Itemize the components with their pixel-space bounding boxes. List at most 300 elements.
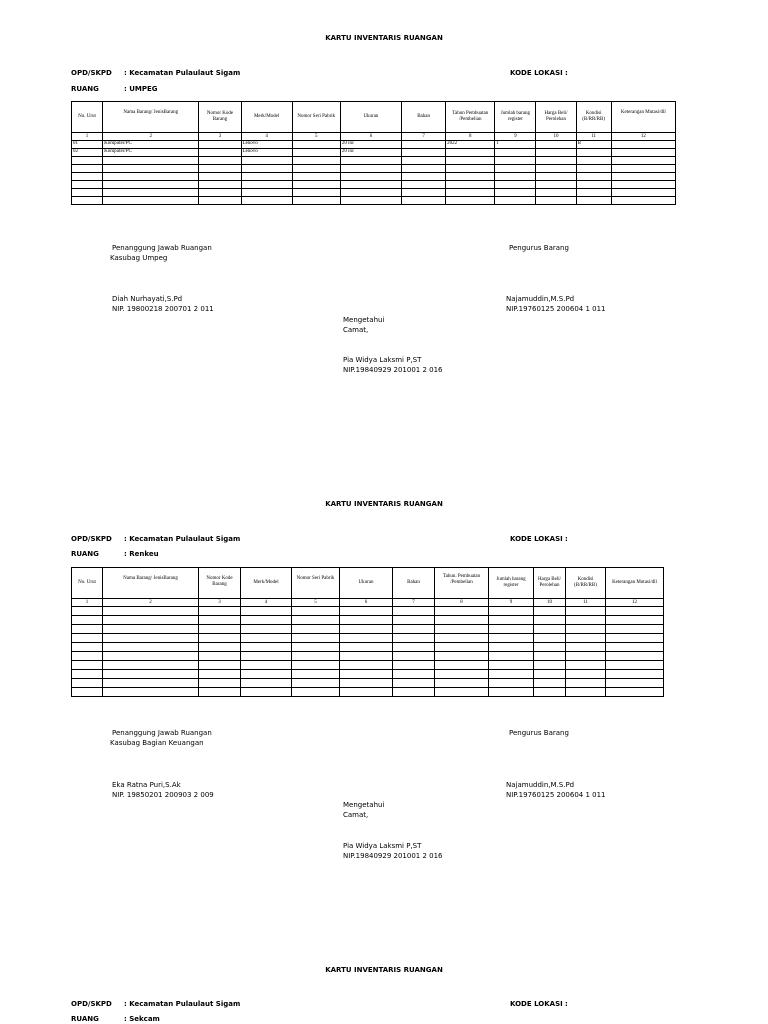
center-signature-name: Pia Widya Laksmi P,ST bbox=[343, 356, 422, 364]
table-cell bbox=[566, 607, 606, 616]
header-cell: Nomor Kode Barang bbox=[199, 568, 241, 599]
right-signature-nip: NIP.19760125 200604 1 011 bbox=[506, 791, 606, 799]
table-cell bbox=[576, 197, 611, 205]
table-cell bbox=[292, 189, 340, 197]
table-cell bbox=[534, 607, 566, 616]
table-cell bbox=[611, 189, 675, 197]
table-cell bbox=[446, 181, 495, 189]
table-row bbox=[72, 616, 664, 625]
table-cell bbox=[489, 643, 534, 652]
table-cell bbox=[241, 679, 292, 688]
table-cell bbox=[340, 625, 393, 634]
opd-label: OPD/SKPD bbox=[71, 1000, 112, 1008]
table-cell bbox=[199, 189, 241, 197]
table-cell: 2022 bbox=[446, 141, 495, 149]
table-cell: 20 inc bbox=[340, 141, 401, 149]
table-cell bbox=[446, 173, 495, 181]
table-cell bbox=[402, 157, 446, 165]
table-row bbox=[72, 625, 664, 634]
table-cell bbox=[72, 173, 103, 181]
table-row bbox=[72, 157, 676, 165]
table-cell bbox=[72, 181, 103, 189]
table-cell bbox=[435, 688, 489, 697]
column-number: 9 bbox=[489, 599, 534, 607]
table-cell bbox=[402, 141, 446, 149]
table-cell bbox=[446, 189, 495, 197]
table-cell bbox=[292, 643, 340, 652]
table-cell bbox=[402, 181, 446, 189]
table-cell bbox=[72, 634, 103, 643]
table-cell bbox=[241, 197, 292, 205]
table-cell bbox=[435, 616, 489, 625]
table-cell bbox=[292, 688, 340, 697]
table-cell bbox=[489, 616, 534, 625]
table-cell bbox=[241, 189, 292, 197]
table-row bbox=[72, 607, 664, 616]
table-cell bbox=[241, 616, 292, 625]
header-cell: Ukuran bbox=[340, 102, 401, 133]
table-cell bbox=[611, 173, 675, 181]
table-cell bbox=[292, 141, 340, 149]
table-cell bbox=[72, 165, 103, 173]
center-signature-position: Camat, bbox=[343, 811, 369, 819]
table-cell bbox=[402, 173, 446, 181]
right-signature-name: Najamuddin,M.S.Pd bbox=[506, 781, 575, 789]
table-cell bbox=[576, 165, 611, 173]
table-cell bbox=[199, 625, 241, 634]
table-cell bbox=[103, 197, 199, 205]
table-cell bbox=[534, 634, 566, 643]
header-cell: No. Urut bbox=[72, 568, 103, 599]
column-number: 11 bbox=[576, 133, 611, 141]
table-cell bbox=[536, 181, 576, 189]
table-row bbox=[72, 181, 676, 189]
table-cell bbox=[241, 165, 292, 173]
table-cell bbox=[435, 679, 489, 688]
table-cell bbox=[241, 607, 292, 616]
inventory-table bbox=[71, 567, 664, 697]
table-cell bbox=[536, 141, 576, 149]
table-cell bbox=[611, 197, 675, 205]
table-cell bbox=[340, 643, 393, 652]
table-cell bbox=[199, 173, 241, 181]
table-cell bbox=[199, 616, 241, 625]
table-cell bbox=[103, 165, 199, 173]
column-number: 1 bbox=[72, 599, 103, 607]
table-cell bbox=[72, 688, 103, 697]
table-cell bbox=[435, 670, 489, 679]
table-cell bbox=[606, 661, 664, 670]
table-cell bbox=[576, 149, 611, 157]
table-cell bbox=[241, 643, 292, 652]
table-row bbox=[72, 197, 676, 205]
header-row bbox=[72, 568, 664, 599]
header-cell: Bahan bbox=[393, 568, 435, 599]
table-cell bbox=[611, 181, 675, 189]
column-number: 8 bbox=[435, 599, 489, 607]
center-signature-role: Mengetahui bbox=[343, 316, 385, 324]
ruang-label: RUANG bbox=[71, 85, 99, 93]
table-cell bbox=[402, 165, 446, 173]
table-cell bbox=[606, 616, 664, 625]
table-cell bbox=[566, 634, 606, 643]
center-signature-position: Camat, bbox=[343, 326, 369, 334]
column-number: 6 bbox=[340, 133, 401, 141]
table-cell bbox=[536, 165, 576, 173]
column-number: 9 bbox=[495, 133, 536, 141]
table-row bbox=[72, 149, 676, 157]
table-cell bbox=[435, 643, 489, 652]
table-cell: B bbox=[576, 141, 611, 149]
table-cell bbox=[340, 607, 393, 616]
table-cell bbox=[534, 688, 566, 697]
left-signature-name: Diah Nurhayati,S.Pd bbox=[112, 295, 183, 303]
table-cell bbox=[446, 165, 495, 173]
table-cell bbox=[103, 607, 199, 616]
table-cell bbox=[292, 173, 340, 181]
table-cell bbox=[606, 670, 664, 679]
column-number: 3 bbox=[199, 133, 241, 141]
inventory-table bbox=[71, 101, 676, 205]
left-signature-nip: NIP. 19850201 200903 2 009 bbox=[112, 791, 214, 799]
table-cell bbox=[241, 157, 292, 165]
table-cell bbox=[576, 173, 611, 181]
table-cell bbox=[103, 679, 199, 688]
table-cell bbox=[199, 679, 241, 688]
column-number: 10 bbox=[536, 133, 576, 141]
ruang-value: : Sekcam bbox=[124, 1015, 160, 1023]
table-cell bbox=[611, 165, 675, 173]
column-number: 7 bbox=[402, 133, 446, 141]
table-cell bbox=[103, 634, 199, 643]
table-cell bbox=[446, 149, 495, 157]
ruang-value: : UMPEG bbox=[124, 85, 158, 93]
header-cell: Nomor Seri Pabrik bbox=[292, 102, 340, 133]
table-cell bbox=[72, 652, 103, 661]
table-cell bbox=[536, 173, 576, 181]
table-cell bbox=[435, 607, 489, 616]
table-cell bbox=[72, 157, 103, 165]
header-cell: Merk/Model bbox=[241, 102, 292, 133]
table-cell bbox=[340, 670, 393, 679]
table-cell bbox=[340, 157, 401, 165]
ruang-label: RUANG bbox=[71, 1015, 99, 1023]
kode-lokasi-separator: : bbox=[565, 1000, 568, 1008]
table-cell bbox=[340, 661, 393, 670]
column-number: 10 bbox=[534, 599, 566, 607]
table-cell bbox=[103, 661, 199, 670]
table-cell bbox=[495, 197, 536, 205]
table-cell bbox=[199, 652, 241, 661]
table-cell: Komputer/PC bbox=[103, 141, 199, 149]
header-cell: Tahun. Pembuatan /Pembelian bbox=[435, 568, 489, 599]
column-number: 12 bbox=[611, 133, 675, 141]
opd-label: OPD/SKPD bbox=[71, 69, 112, 77]
table-cell bbox=[489, 688, 534, 697]
table-cell bbox=[199, 607, 241, 616]
table-cell bbox=[393, 643, 435, 652]
table-cell bbox=[534, 670, 566, 679]
table-cell bbox=[199, 634, 241, 643]
table-row bbox=[72, 652, 664, 661]
table-cell bbox=[402, 197, 446, 205]
column-number: 4 bbox=[241, 599, 292, 607]
card-title: KARTU INVENTARIS RUANGAN bbox=[325, 500, 443, 508]
opd-value: : Kecamatan Pulaulaut Sigam bbox=[124, 535, 241, 543]
kode-lokasi-label: KODE LOKASI bbox=[510, 1000, 563, 1008]
table-cell bbox=[611, 157, 675, 165]
column-number: 8 bbox=[446, 133, 495, 141]
table-cell bbox=[103, 181, 199, 189]
table-row bbox=[72, 173, 676, 181]
table-cell bbox=[576, 189, 611, 197]
table-cell bbox=[393, 670, 435, 679]
table-cell bbox=[495, 149, 536, 157]
table-cell bbox=[292, 149, 340, 157]
center-signature-nip: NIP.19840929 201001 2 016 bbox=[343, 366, 443, 374]
table-cell bbox=[536, 149, 576, 157]
table-cell bbox=[534, 661, 566, 670]
table-cell bbox=[199, 670, 241, 679]
table-row bbox=[72, 670, 664, 679]
column-number: 3 bbox=[199, 599, 241, 607]
table-cell bbox=[199, 661, 241, 670]
column-number: 6 bbox=[340, 599, 393, 607]
table-cell bbox=[199, 643, 241, 652]
column-number: 4 bbox=[241, 133, 292, 141]
table-cell bbox=[489, 625, 534, 634]
table-cell bbox=[393, 607, 435, 616]
table-cell bbox=[292, 165, 340, 173]
header-cell: Jumlah barang register bbox=[495, 102, 536, 133]
header-cell: Keterangan Mutasi/dll bbox=[611, 102, 675, 133]
card-title: KARTU INVENTARIS RUANGAN bbox=[325, 34, 443, 42]
header-cell: Ukuran bbox=[340, 568, 393, 599]
table-cell bbox=[72, 661, 103, 670]
table-row bbox=[72, 634, 664, 643]
left-signature-name: Eka Ratna Puri,S.Ak bbox=[112, 781, 181, 789]
header-cell: No. Urut bbox=[72, 102, 103, 133]
table-cell bbox=[566, 679, 606, 688]
table-cell bbox=[292, 670, 340, 679]
table-cell bbox=[393, 616, 435, 625]
table-cell bbox=[292, 634, 340, 643]
column-number-row bbox=[72, 599, 664, 607]
header-cell: Keterangan Mutasi/dll bbox=[606, 568, 664, 599]
table-cell: Lenovo bbox=[241, 141, 292, 149]
table-cell bbox=[72, 643, 103, 652]
center-signature-name: Pia Widya Laksmi P,ST bbox=[343, 842, 422, 850]
table-cell bbox=[103, 157, 199, 165]
table-cell bbox=[393, 679, 435, 688]
opd-label: OPD/SKPD bbox=[71, 535, 112, 543]
header-cell: Tahun Pembuatan /Pembelian bbox=[446, 102, 495, 133]
table-cell bbox=[534, 679, 566, 688]
table-cell bbox=[292, 607, 340, 616]
table-cell bbox=[536, 157, 576, 165]
table-cell bbox=[566, 616, 606, 625]
card-title: KARTU INVENTARIS RUANGAN bbox=[325, 966, 443, 974]
table-cell bbox=[340, 181, 401, 189]
table-cell bbox=[340, 634, 393, 643]
left-signature-position: Kasubag Bagian Keuangan bbox=[110, 739, 204, 747]
table-cell bbox=[534, 625, 566, 634]
left-signature-nip: NIP. 19800218 200701 2 011 bbox=[112, 305, 214, 313]
right-signature-role: Pengurus Barang bbox=[509, 729, 569, 737]
table-cell bbox=[241, 661, 292, 670]
table-cell bbox=[292, 616, 340, 625]
column-number: 7 bbox=[393, 599, 435, 607]
table-cell: 1 bbox=[495, 141, 536, 149]
table-cell bbox=[241, 181, 292, 189]
right-signature-name: Najamuddin,M.S.Pd bbox=[506, 295, 575, 303]
table-cell bbox=[536, 197, 576, 205]
header-cell: Merk/Model bbox=[241, 568, 292, 599]
header-cell: Nomor Kode Barang bbox=[199, 102, 241, 133]
ruang-value: : Renkeu bbox=[124, 550, 159, 558]
table-cell bbox=[566, 661, 606, 670]
kode-lokasi-label: KODE LOKASI bbox=[510, 535, 563, 543]
table-cell bbox=[72, 625, 103, 634]
table-cell bbox=[495, 173, 536, 181]
table-cell bbox=[103, 625, 199, 634]
column-number: 5 bbox=[292, 599, 340, 607]
table-cell bbox=[103, 173, 199, 181]
column-number: 1 bbox=[72, 133, 103, 141]
table-cell bbox=[72, 197, 103, 205]
table-cell bbox=[495, 157, 536, 165]
column-number: 5 bbox=[292, 133, 340, 141]
table-cell bbox=[566, 643, 606, 652]
table-cell bbox=[566, 652, 606, 661]
kode-lokasi-separator: : bbox=[565, 69, 568, 77]
table-cell bbox=[446, 157, 495, 165]
header-row bbox=[72, 102, 676, 133]
table-cell bbox=[199, 688, 241, 697]
table-cell bbox=[489, 670, 534, 679]
table-cell bbox=[393, 661, 435, 670]
data-rows bbox=[72, 607, 664, 697]
table-cell bbox=[292, 661, 340, 670]
table-cell bbox=[241, 652, 292, 661]
table-cell bbox=[606, 679, 664, 688]
table-cell bbox=[576, 157, 611, 165]
table-cell bbox=[292, 625, 340, 634]
left-signature-role: Penanggung Jawab Ruangan bbox=[112, 244, 212, 252]
table-cell bbox=[402, 189, 446, 197]
header-cell: Nama Barang/ JenisBarang bbox=[103, 568, 199, 599]
table-cell bbox=[576, 181, 611, 189]
table-cell bbox=[340, 165, 401, 173]
table-cell bbox=[606, 643, 664, 652]
table-row bbox=[72, 165, 676, 173]
table-cell bbox=[435, 652, 489, 661]
table-cell bbox=[489, 652, 534, 661]
table-cell bbox=[534, 652, 566, 661]
table-cell bbox=[393, 688, 435, 697]
table-cell bbox=[292, 197, 340, 205]
table-cell bbox=[534, 643, 566, 652]
column-number: 11 bbox=[566, 599, 606, 607]
table-cell bbox=[611, 141, 675, 149]
table-cell bbox=[199, 141, 241, 149]
column-number: 2 bbox=[103, 599, 199, 607]
table-cell bbox=[103, 643, 199, 652]
table-cell bbox=[402, 149, 446, 157]
table-cell bbox=[292, 652, 340, 661]
table-row bbox=[72, 679, 664, 688]
table-cell bbox=[340, 616, 393, 625]
kode-lokasi-label: KODE LOKASI bbox=[510, 69, 563, 77]
table-cell: 02 bbox=[72, 149, 103, 157]
table-cell bbox=[495, 181, 536, 189]
center-signature-nip: NIP.19840929 201001 2 016 bbox=[343, 852, 443, 860]
header-cell: Kondisi (B/RR/RB) bbox=[576, 102, 611, 133]
ruang-label: RUANG bbox=[71, 550, 99, 558]
table-cell bbox=[241, 634, 292, 643]
table-cell bbox=[393, 652, 435, 661]
table-cell bbox=[534, 616, 566, 625]
table-cell bbox=[393, 634, 435, 643]
table-cell bbox=[103, 189, 199, 197]
left-signature-position: Kasubag Umpeg bbox=[110, 254, 168, 262]
opd-value: : Kecamatan Pulaulaut Sigam bbox=[124, 69, 241, 77]
kode-lokasi-separator: : bbox=[565, 535, 568, 543]
table-row bbox=[72, 643, 664, 652]
table-cell bbox=[611, 149, 675, 157]
table-cell bbox=[566, 670, 606, 679]
table-cell: 01 bbox=[72, 141, 103, 149]
table-cell bbox=[340, 679, 393, 688]
table-cell bbox=[241, 173, 292, 181]
right-signature-role: Pengurus Barang bbox=[509, 244, 569, 252]
table-cell bbox=[292, 679, 340, 688]
table-cell bbox=[435, 625, 489, 634]
table-cell bbox=[606, 652, 664, 661]
table-cell bbox=[489, 679, 534, 688]
table-row bbox=[72, 189, 676, 197]
table-cell bbox=[340, 197, 401, 205]
table-cell bbox=[72, 670, 103, 679]
table-cell bbox=[72, 189, 103, 197]
table-cell bbox=[606, 688, 664, 697]
table-cell: Komputer/PC bbox=[103, 149, 199, 157]
table-cell bbox=[103, 616, 199, 625]
table-cell bbox=[446, 197, 495, 205]
center-signature-role: Mengetahui bbox=[343, 801, 385, 809]
table-row bbox=[72, 141, 676, 149]
header-cell: Harga Beli/ Perolehan bbox=[534, 568, 566, 599]
table-cell bbox=[536, 189, 576, 197]
table-cell bbox=[199, 157, 241, 165]
table-cell bbox=[199, 149, 241, 157]
table-cell bbox=[606, 607, 664, 616]
header-cell: Bahan bbox=[402, 102, 446, 133]
header-cell: Nama Barang/ JenisBarang bbox=[103, 102, 199, 133]
table-cell bbox=[340, 688, 393, 697]
table-cell bbox=[435, 661, 489, 670]
table-cell bbox=[495, 189, 536, 197]
table-cell bbox=[199, 181, 241, 189]
table-cell bbox=[393, 625, 435, 634]
table-cell bbox=[72, 607, 103, 616]
table-row bbox=[72, 688, 664, 697]
table-cell bbox=[199, 165, 241, 173]
table-cell: 20 inc bbox=[340, 149, 401, 157]
table-cell bbox=[340, 189, 401, 197]
table-cell bbox=[72, 616, 103, 625]
column-number: 12 bbox=[606, 599, 664, 607]
